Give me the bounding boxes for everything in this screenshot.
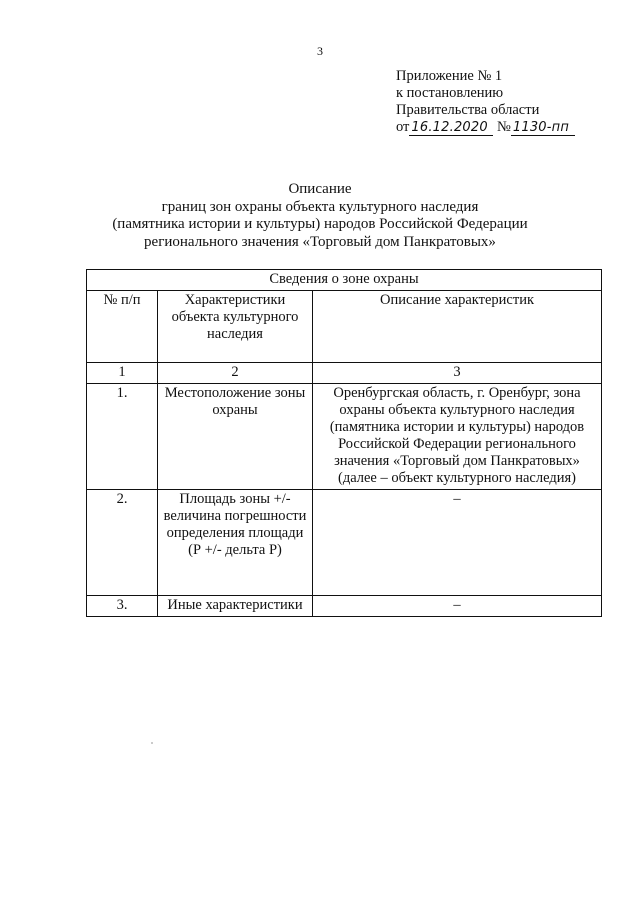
appendix-block: [396, 68, 575, 137]
row-description: Оренбургская область, г. Оренбург, зона охраны объекта культурного наследия (памятника истории и культуры) народов Российской Федерации регионального значения «Торговый дом Панкратовых» (далее – объект культурного наследия): [313, 384, 602, 490]
row-description: –: [313, 596, 602, 617]
table-caption: Сведения о зоне охраны: [87, 270, 602, 291]
column-number-2: 2: [158, 363, 313, 384]
appendix-line-2: к постановлению: [396, 85, 504, 101]
row-number: 1.: [87, 384, 158, 490]
decree-number: 1130-пп: [511, 120, 575, 136]
row-number: 3.: [87, 596, 158, 617]
table-row: [87, 596, 602, 617]
row-characteristic: Местоположение зоны охраны: [158, 384, 313, 490]
row-number: 2.: [87, 490, 158, 596]
row-description: –: [313, 490, 602, 596]
decree-date: 16.12.2020: [409, 120, 493, 136]
table-row: [87, 384, 602, 490]
protection-zone-table: [86, 269, 602, 617]
title-line-1: Описание: [288, 181, 352, 197]
row-characteristic: Площадь зоны +/- величина погрешности определения площади (Р +/- дельта Р): [158, 490, 313, 596]
scan-speck: [151, 742, 153, 744]
title-line-3: (памятника истории и культуры) народов Российской Федерации: [112, 216, 528, 232]
appendix-line-3: Правительства области: [396, 102, 540, 118]
page-number: 3: [317, 44, 323, 58]
table-caption-row: [87, 270, 602, 291]
column-number-1: 1: [87, 363, 158, 384]
table-header-row: [87, 291, 602, 363]
header-characteristic: Характеристики объекта культурного наследия: [158, 291, 313, 363]
number-sign: №: [497, 119, 511, 135]
column-number-3: 3: [313, 363, 602, 384]
header-description: Описание характеристик: [313, 291, 602, 363]
document-title: [0, 181, 640, 251]
appendix-line-1: Приложение № 1: [396, 68, 503, 84]
title-line-2: границ зон охраны объекта культурного наследия: [161, 198, 479, 215]
row-characteristic: Иные характеристики: [158, 596, 313, 617]
table-row: [87, 490, 602, 596]
title-line-4: регионального значения «Торговый дом Панкратовых»: [144, 233, 496, 250]
header-num: № п/п: [87, 291, 158, 363]
date-prefix: от: [396, 119, 410, 135]
appendix-date-row: [396, 119, 575, 137]
column-number-row: [87, 363, 602, 384]
